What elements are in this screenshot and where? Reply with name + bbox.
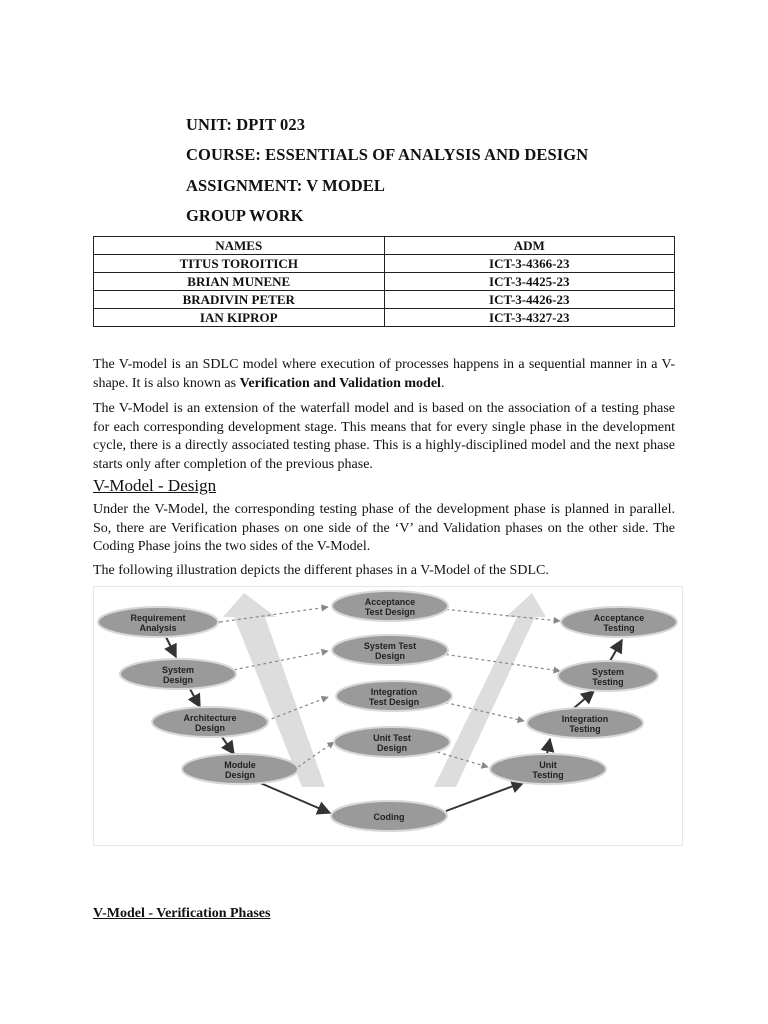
svg-text:Design: Design xyxy=(376,743,408,753)
svg-text:Testing: Testing xyxy=(603,623,635,633)
node-acceptance-testing xyxy=(561,607,677,637)
v-model-svg xyxy=(94,587,682,845)
intro-text: The V-model is an SDLC model where execution of processes happens in a sequential manner in a V-shape. It is also known as xyxy=(93,357,675,391)
table-header-row xyxy=(94,237,675,255)
svg-text:Unit: Unit xyxy=(539,760,557,770)
svg-text:Test Design: Test Design xyxy=(368,697,420,707)
node-integration-test-design xyxy=(336,681,452,711)
member-adm: ICT-3-4426-23 xyxy=(384,291,675,309)
svg-text:Integration: Integration xyxy=(561,714,609,724)
member-name: TITUS TOROITICH xyxy=(94,255,385,273)
group-heading: GROUP WORK xyxy=(186,206,304,225)
table-row xyxy=(94,309,675,327)
svg-text:Testing: Testing xyxy=(532,770,564,780)
svg-text:Acceptance: Acceptance xyxy=(364,597,416,607)
column-header-names: NAMES xyxy=(94,237,385,255)
node-unit-testing xyxy=(490,754,606,784)
svg-text:Coding: Coding xyxy=(373,812,405,822)
intro-end: . xyxy=(440,375,445,391)
intro-paragraph-2: The V-Model is an extension of the waterfall model and is based on the association of a testing phase for each corresponding development stage. This means that for every single phase in the development cycle, there is a directly associated testing phase. This is a highly-disciplined model and the next phase starts only after completion of the previous phase. xyxy=(93,401,675,472)
svg-text:Requirement: Requirement xyxy=(130,613,186,623)
arrow-coding-to-unitt xyxy=(446,782,524,811)
column-header-adm: ADM xyxy=(384,237,675,255)
verification-phases-title: V-Model - Verification Phases xyxy=(93,906,271,921)
table-row xyxy=(94,255,675,273)
node-requirement-analysis xyxy=(98,607,218,637)
arrow-unitt-to-intt xyxy=(547,739,550,754)
svg-text:Analysis: Analysis xyxy=(139,623,177,633)
arrow-syst-to-acc xyxy=(610,640,622,661)
member-adm: ICT-3-4425-23 xyxy=(384,273,675,291)
intro-paragraph-1 xyxy=(93,356,675,393)
svg-text:Design: Design xyxy=(194,723,226,733)
svg-text:Design: Design xyxy=(162,675,194,685)
group-members-table xyxy=(93,236,675,327)
arrow-sysd-to-arch xyxy=(190,689,200,707)
svg-text:System Test: System Test xyxy=(363,641,417,651)
design-paragraph-2: The following illustration depicts the different phases in a V-Model of the SDLC. xyxy=(93,563,549,578)
member-name: IAN KIPROP xyxy=(94,309,385,327)
svg-text:Acceptance: Acceptance xyxy=(593,613,645,623)
v-model-diagram xyxy=(93,586,683,846)
table-row xyxy=(94,273,675,291)
assignment-heading: ASSIGNMENT: V MODEL xyxy=(186,176,386,195)
svg-text:Test Design: Test Design xyxy=(364,607,416,617)
unit-heading: UNIT: DPIT 023 xyxy=(186,115,306,134)
member-adm: ICT-3-4327-23 xyxy=(384,309,675,327)
svg-text:System: System xyxy=(161,665,195,675)
arrow-req-to-sysd xyxy=(166,637,176,657)
member-name: BRIAN MUNENE xyxy=(94,273,385,291)
svg-text:Module: Module xyxy=(224,760,256,770)
node-system-testing xyxy=(558,661,658,691)
svg-text:Unit Test: Unit Test xyxy=(373,733,411,743)
node-module-design xyxy=(182,754,298,784)
svg-text:Design: Design xyxy=(224,770,256,780)
arrow-intt-to-syst xyxy=(574,691,594,708)
intro-bold-term: Verification and Validation model xyxy=(239,375,441,391)
design-paragraph-1: Under the V-Model, the corresponding testing phase of the development phase is planned in parallel. So, there are Verification phases on one side of the ‘V’ and Validation phases on the other side. The Coding Phase joins the two sides of the V-Model. xyxy=(93,502,675,554)
node-integration-testing xyxy=(527,708,643,738)
node-coding xyxy=(331,801,447,831)
design-section-title: V-Model - Design xyxy=(93,476,217,495)
node-system-design xyxy=(120,659,236,689)
svg-text:Integration: Integration xyxy=(370,687,418,697)
node-acceptance-test-design xyxy=(332,591,448,621)
svg-text:Testing: Testing xyxy=(592,677,624,687)
node-system-test-design xyxy=(332,635,448,665)
svg-text:System: System xyxy=(591,667,625,677)
member-adm: ICT-3-4366-23 xyxy=(384,255,675,273)
node-architecture-design xyxy=(152,707,268,737)
node-unit-test-design xyxy=(334,727,450,757)
arrow-arch-to-mod xyxy=(222,737,234,754)
course-heading: COURSE: ESSENTIALS OF ANALYSIS AND DESIGN xyxy=(186,145,589,164)
member-name: BRADIVIN PETER xyxy=(94,291,385,309)
svg-text:Architecture: Architecture xyxy=(183,713,237,723)
table-row xyxy=(94,291,675,309)
svg-text:Testing: Testing xyxy=(569,724,601,734)
svg-text:Design: Design xyxy=(374,651,406,661)
